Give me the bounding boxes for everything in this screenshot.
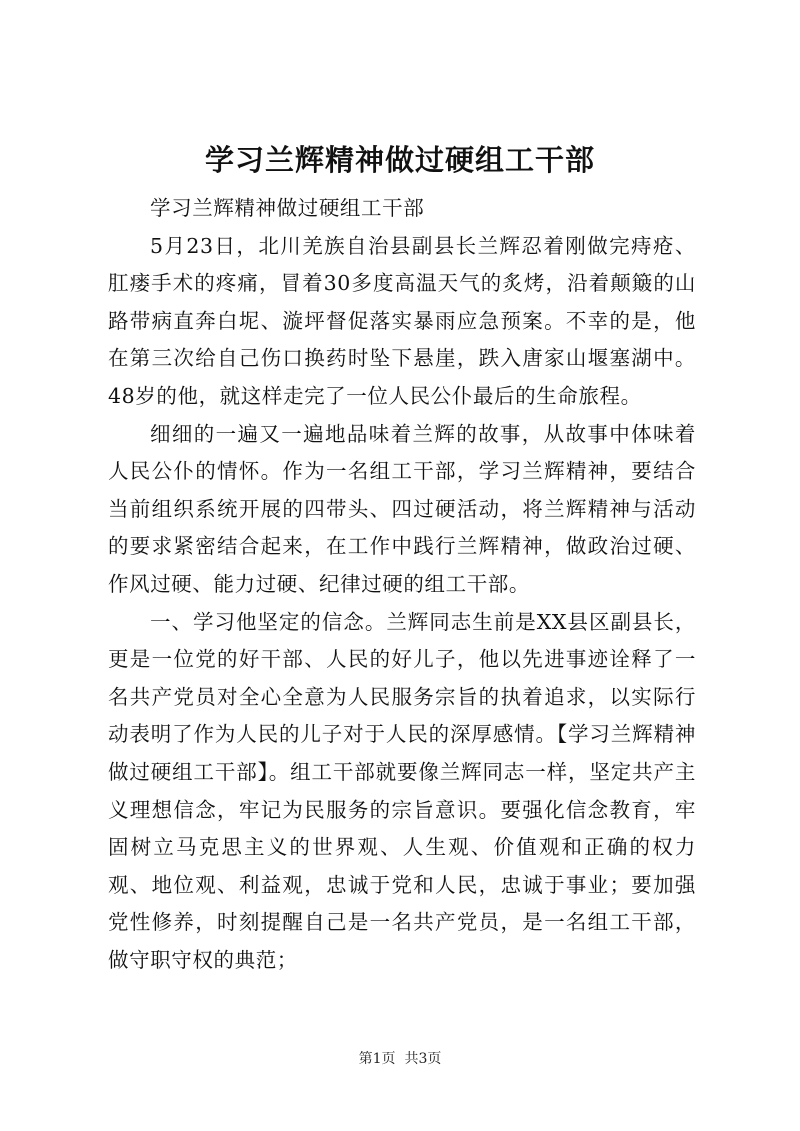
document-title: 学习兰辉精神做过硬组工干部	[204, 143, 595, 177]
page-total: 共3页	[404, 1051, 442, 1067]
page-footer	[0, 1049, 800, 1069]
paragraph-event: 5月23日，北川羌族自治县副县长兰辉忍着刚做完痔疮、肛瘘手术的疼痛，冒着30多度高温天气的炙烤，沿着颠簸的山路带病直奔白坭、漩坪督促落实暴雨应急预案。不幸的是，他在第三次给自己伤口换药时坠下悬崖，跌入唐家山堰塞湖中。48岁的他，就这样走完了一位人民公仆最后的生命旅程。	[108, 233, 696, 408]
subtitle-paragraph: 学习兰辉精神做过硬组工干部	[150, 196, 425, 220]
document-body	[108, 190, 696, 979]
paragraph-belief: 一、学习他坚定的信念。兰辉同志生前是XX县区副县长，更是一位党的好干部、人民的好儿子，他以先进事迹诠释了一名共产党员对全心全意为人民服务宗旨的执着追求，以实际行动表明了作为人民的儿子对于人民的深厚感情。【学习兰辉精神做过硬组工干部】。组工干部就要像兰辉同志一样，坚定共产主义理想信念，牢记为民服务的宗旨意识。要强化信念教育，牢固树立马克思主义的世界观、人生观、价值观和正确的权力观、地位观、利益观，忠诚于党和人民，忠诚于事业；要加强党性修养，时刻提醒自己是一名共产党员，是一名组工干部，做守职守权的典范；	[108, 609, 696, 972]
paragraph-reflection: 细细的一遍又一遍地品味着兰辉的故事，从故事中体味着人民公仆的情怀。作为一名组工干部，学习兰辉精神，要结合当前组织系统开展的四带头、四过硬活动，将兰辉精神与活动的要求紧密结合起来，在工作中践行兰辉精神，做政治过硬、作风过硬、能力过硬、纪律过硬的组工干部。	[108, 421, 696, 596]
page-number: 第1页	[358, 1051, 396, 1067]
